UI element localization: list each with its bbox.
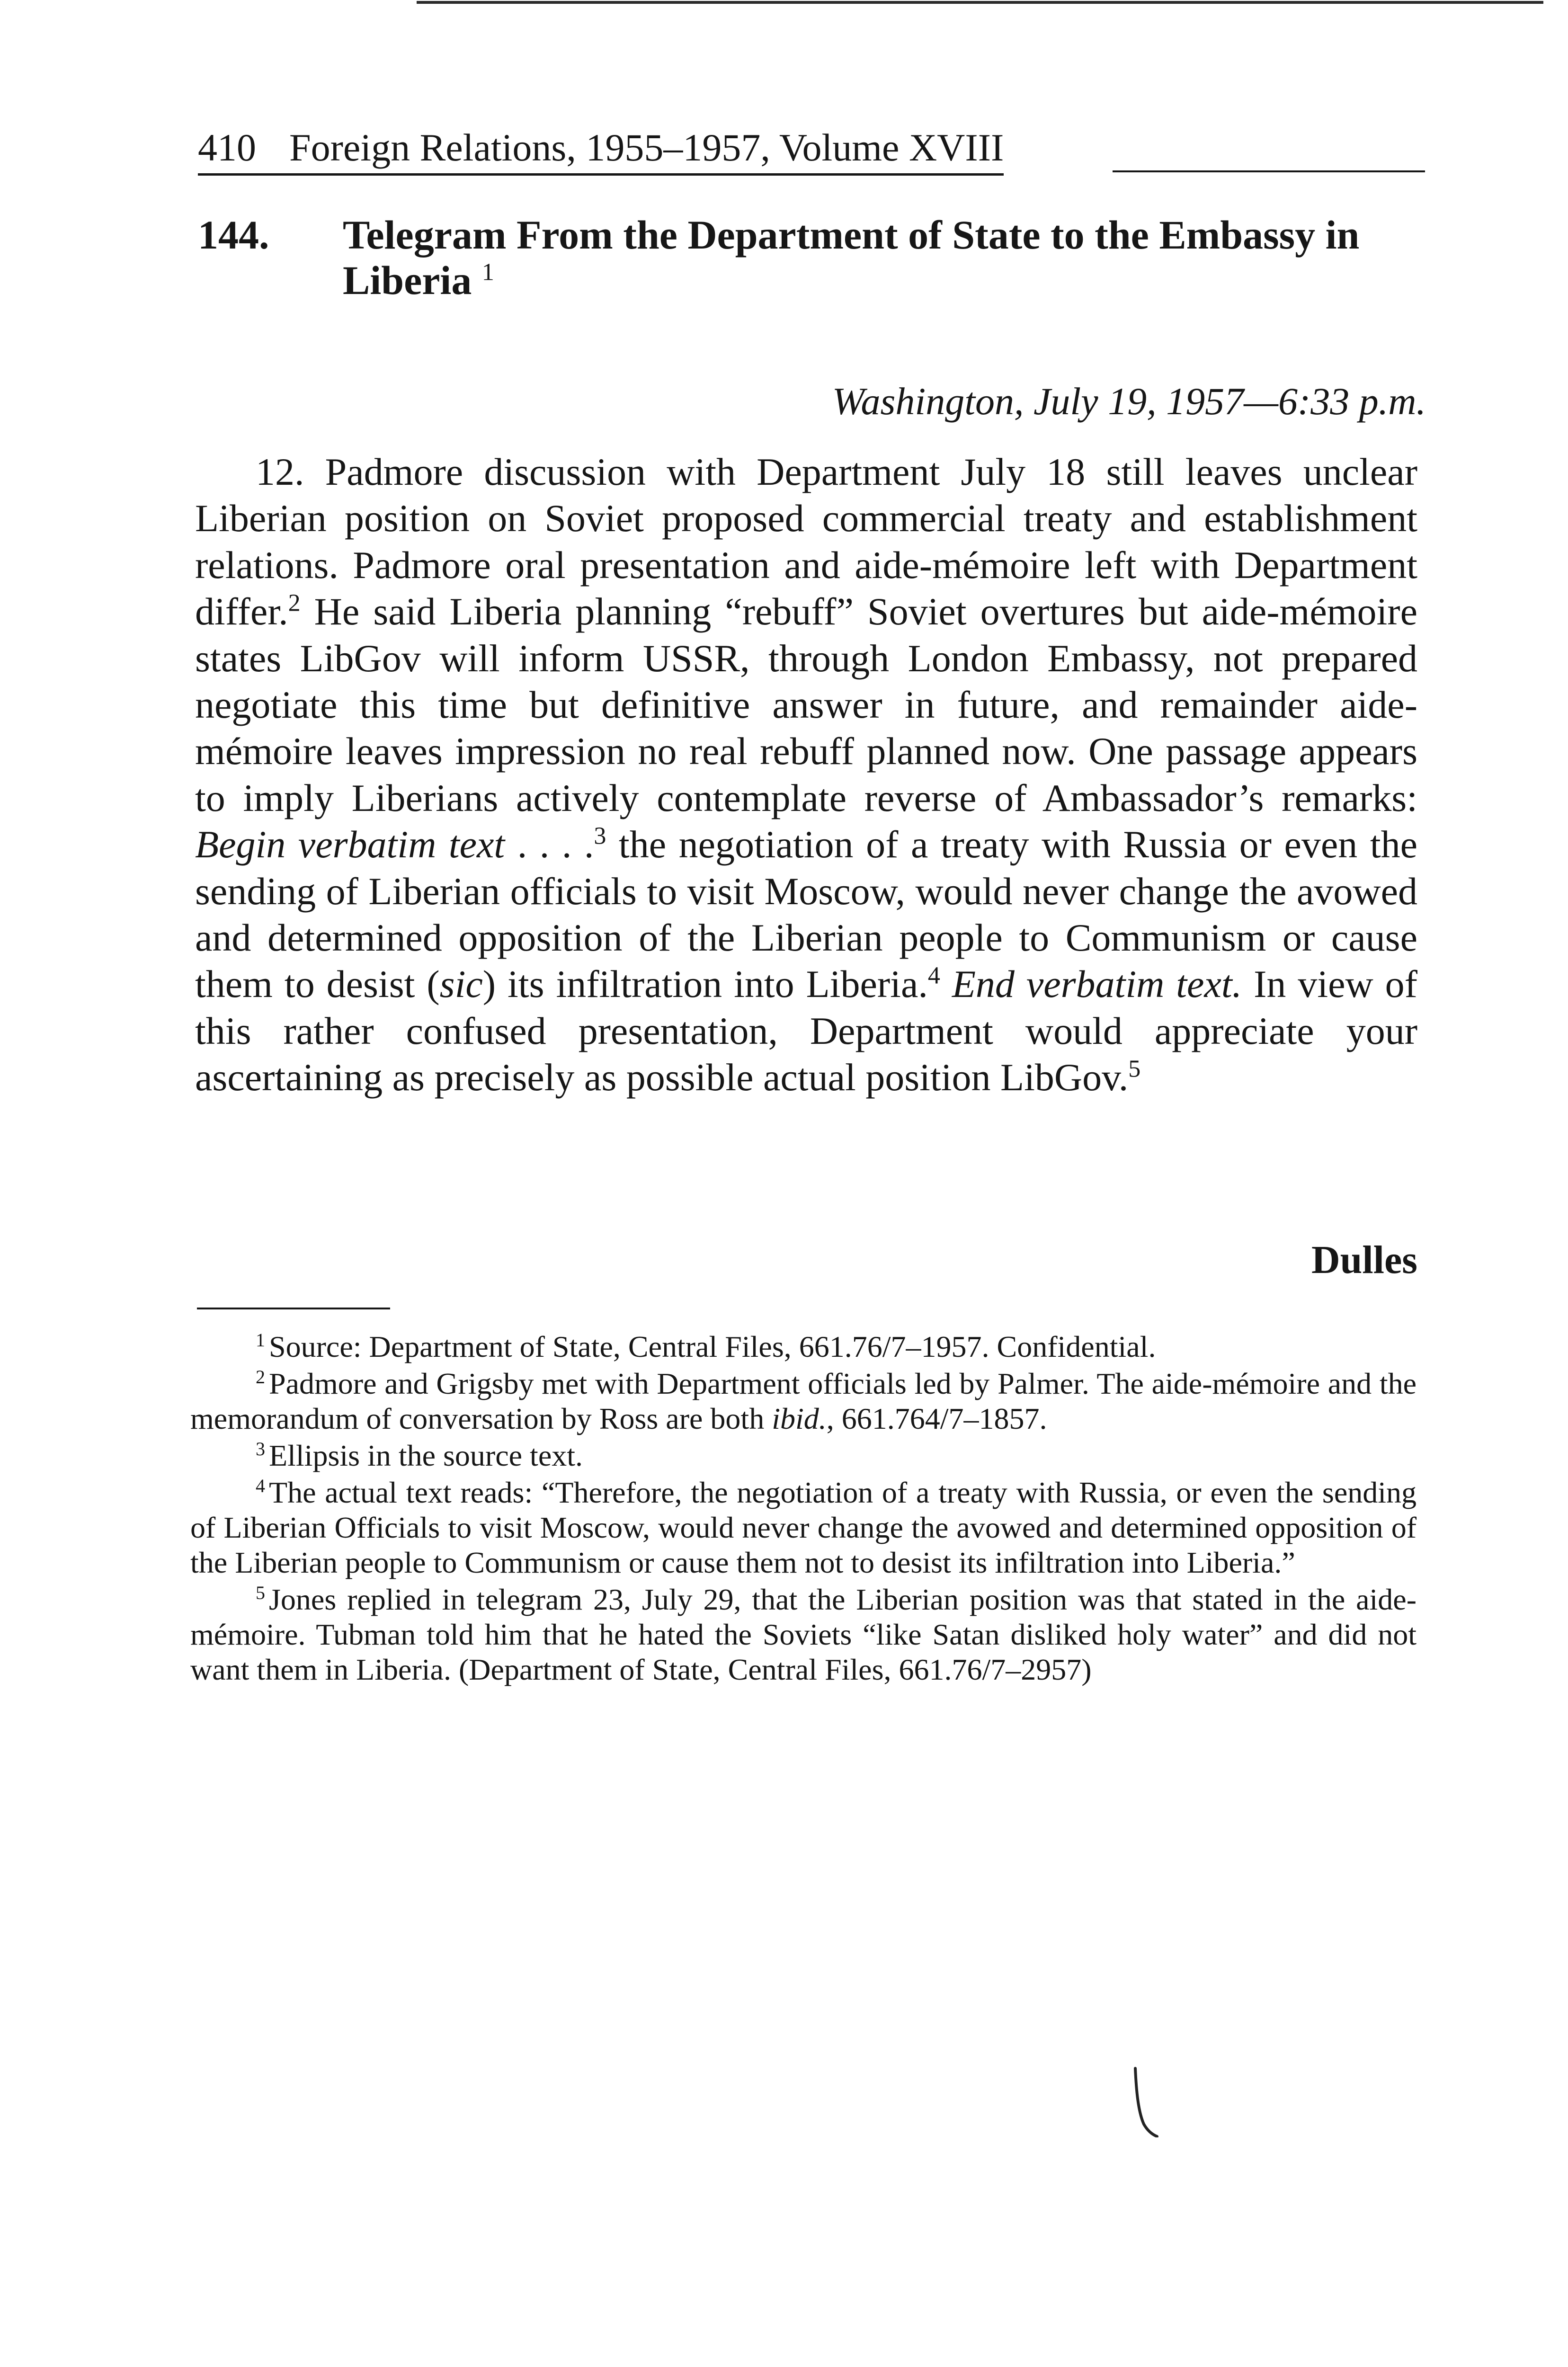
footnote-ref-1: 1	[481, 258, 494, 286]
footnote-2	[190, 1366, 1417, 1436]
dateline: Washington, July 19, 1957—6:33 p.m.	[832, 380, 1426, 423]
footnote-ref-3: 3	[594, 822, 606, 850]
body-segment-1: 12. Padmore discussion with Department July 18 still leaves unclear Liberian position on Soviet proposed commercial treaty and establishment relations. Padmore oral presentation and aide-mémoire left with Department differ.	[195, 450, 1417, 633]
ellipsis: . . . .	[505, 823, 594, 866]
footnote-rule	[197, 1308, 390, 1309]
footnote-number: 1	[256, 1329, 265, 1351]
body-segment-3: the negotiation of a treaty with Russia or even the sending of Liberian officials to visit Moscow, would never change the avowed and determined opposition of the Liberian people to Communism or cause them to desist (	[195, 823, 1418, 1006]
running-head-text	[198, 124, 1004, 176]
ibid-marker: ibid.	[772, 1402, 827, 1435]
footnote-ref-5: 5	[1128, 1055, 1141, 1083]
footnote-text: Source: Department of State, Central Files, 661.76/7–1957. Confidential.	[269, 1330, 1156, 1363]
telegram-body	[195, 449, 1417, 1101]
page-number: 410	[198, 126, 256, 169]
footnote-ref-4: 4	[927, 962, 940, 990]
document-title-block	[343, 212, 1432, 303]
running-head	[198, 124, 1429, 171]
footnotes	[190, 1329, 1417, 1689]
body-segment-5: In view of this rather confused presentation, Department would appreciate your ascertaining as precisely as possible actual position LibGov.	[195, 962, 1417, 1099]
sic-marker: sic	[439, 962, 483, 1006]
footnote-number: 2	[256, 1366, 265, 1388]
footnote-number: 3	[256, 1438, 265, 1459]
publication-title: Foreign Relations, 1955–1957, Volume XVIII	[289, 126, 1004, 169]
footnote-text: Padmore and Grigsby met with Department officials led by Palmer. The aide-mémoire and the memorandum of conversation by Ross are both	[190, 1367, 1417, 1435]
stray-pen-mark	[1131, 2066, 1160, 2137]
footnote-text: , 661.764/7–1857.	[826, 1402, 1047, 1435]
footnote-text: The actual text reads: “Therefore, the negotiation of a treaty with Russia, or even the sending of Liberian Officials to visit Moscow, would never change the avowed and determined opposition of the Liberian people to Communism or cause them not to desist its infiltration into Liberia.”	[190, 1476, 1417, 1579]
footnote-ref-2: 2	[288, 589, 301, 617]
end-verbatim-marker: End verbatim text.	[952, 962, 1242, 1006]
running-head-rule	[1113, 170, 1425, 172]
signature: Dulles	[1311, 1238, 1417, 1282]
footnote-4	[190, 1475, 1417, 1580]
footnote-5	[190, 1582, 1417, 1687]
document-title: Telegram From the Department of State to the Embassy in Liberia	[343, 212, 1360, 303]
footnote-number: 5	[256, 1582, 265, 1603]
document-number: 144.	[198, 212, 269, 258]
begin-verbatim-marker: Begin verbatim text	[195, 823, 505, 866]
footnote-text: Ellipsis in the source text.	[269, 1439, 583, 1472]
footnote-1	[190, 1329, 1417, 1364]
page-top-rule	[417, 1, 1543, 4]
footnote-3	[190, 1438, 1417, 1473]
body-segment-2: He said Liberia planning “rebuff” Soviet overtures but aide-mémoire states LibGov will inform USSR, through London Embassy, not prepared negotiate this time but definitive answer in future, and remainder aide-mémoire leaves impression no real rebuff planned now. One passage appears to imply Liberians actively contemplate reverse of Ambassador’s remarks:	[195, 590, 1417, 819]
footnote-number: 4	[256, 1475, 265, 1496]
footnote-text: Jones replied in telegram 23, July 29, that the Liberian position was that stated in the aide-mémoire. Tubman told him that he hated the Soviets “like Satan disliked holy water” and did not want them in Liberia. (Department of State, Central Files, 661.76/7–2957)	[190, 1583, 1417, 1686]
body-segment-4: ) its infiltration into Liberia.	[482, 962, 928, 1006]
